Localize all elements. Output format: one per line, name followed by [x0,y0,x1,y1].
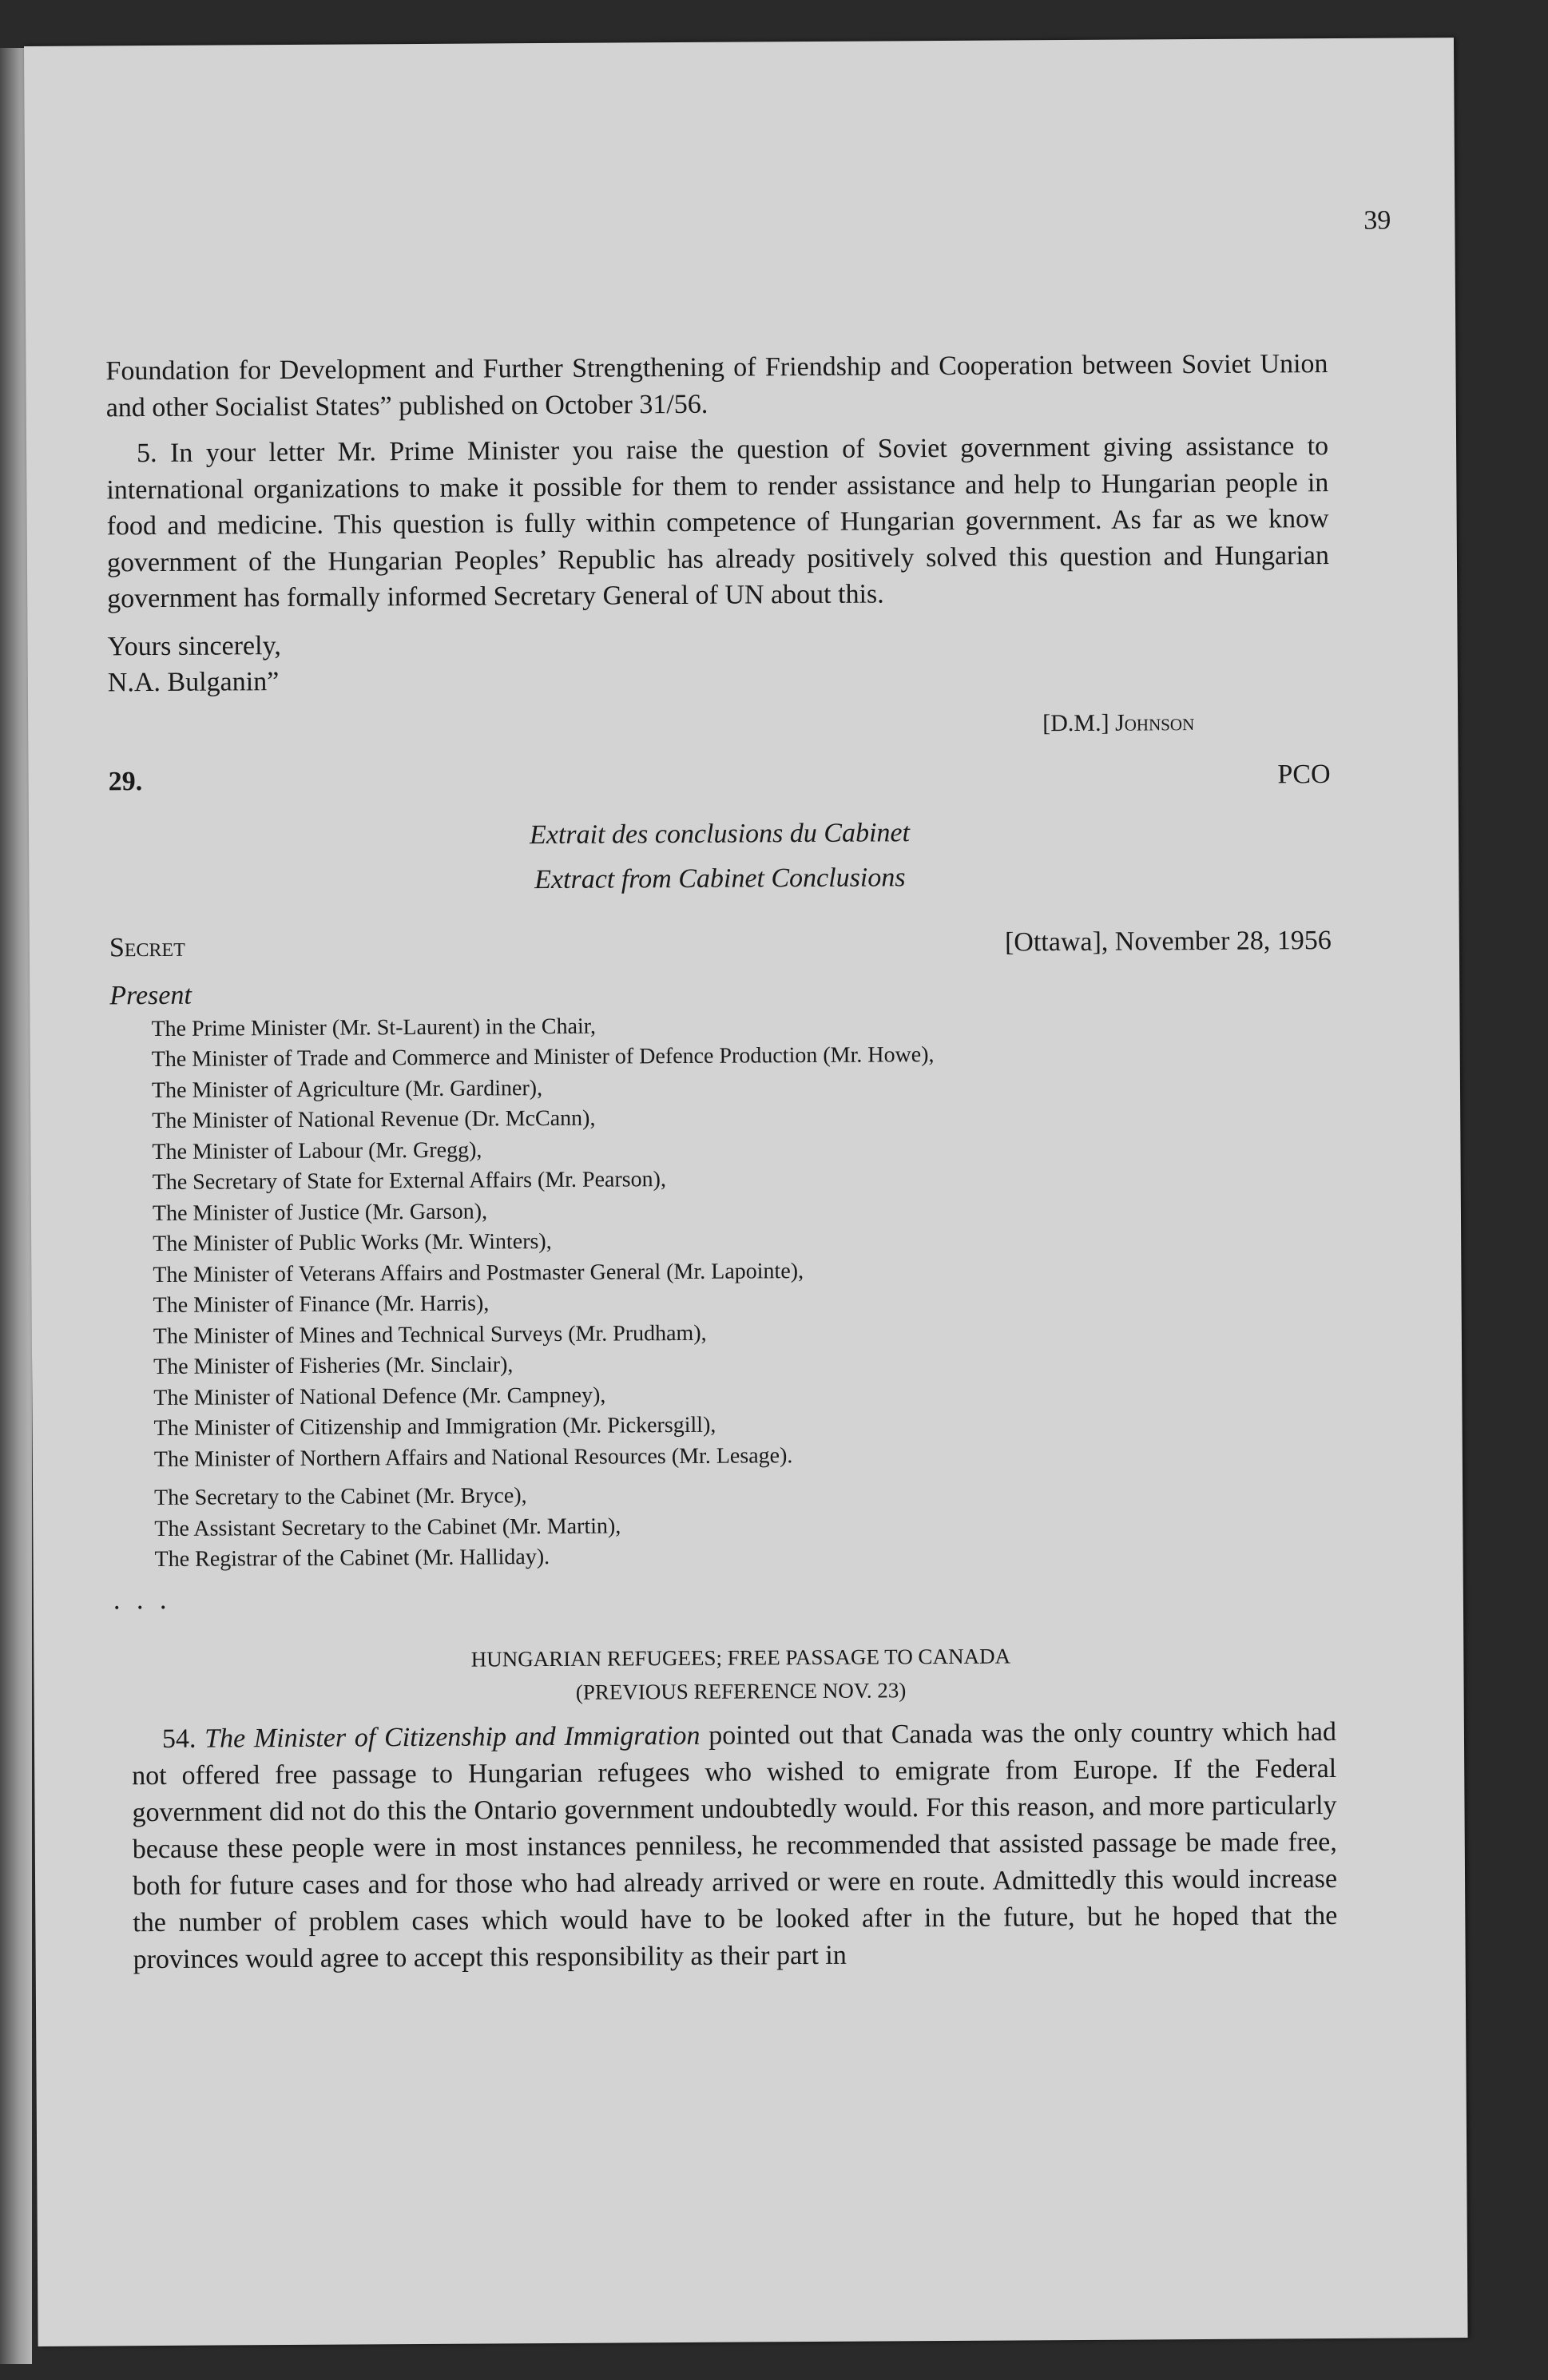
paragraph-number: 54. [161,1724,205,1754]
letter-paragraph-5: 5. In your letter Mr. Prime Minister you raise the question of Soviet government giving assistance to international organizations to make it possible for them to render assistance and help to Hungarian people in food and medicine. This question is fully within competence of Hungarian government. As far as we know government of the Hungarian Peoples’ Republic has already positively solved this question and Hungarian government has formally informed Secretary General of UN about this. [106,431,1330,614]
minute-54 [132,1714,1338,1978]
attendee: The Minister of Northern Affairs and National Resources (Mr. Lesage). [153,1442,793,1472]
attendee: The Minister of Agriculture (Mr. Gardiner), [151,1075,543,1103]
omission-ellipsis: . . . [113,1585,172,1615]
minute-54-paragraph [132,1714,1338,1978]
section-heading-reference: (PREVIOUS REFERENCE NOV. 23) [575,1677,907,1704]
paragraph-text: pointed out that Canada was the only country which had not offered free passage to Hungarian refugees who wished to emigrate from Europe. If the Federal government did not do this the Ontario government undoubtedly would. For this reason, and more particularly because these people were in most instances penniless, he recommended that assisted passage be made free, both for future cases and for those who had already arrived or were en route. Admittedly this would increase the number of problem cases which would have to be looked after in the future, but he hoped that the provinces would agree to accept this responsibility as their part in [132,1716,1338,1974]
attendee: The Minister of Justice (Mr. Garson), [152,1198,488,1226]
attendee: The Secretary of State for External Affairs (Mr. Pearson), [152,1167,667,1196]
classification-label: Secret [109,932,185,962]
signature-name: Johnson [1114,708,1195,736]
attendee: The Minister of Veterans Affairs and Postmaster General (Mr. Lapointe), [153,1258,804,1287]
attendee: The Minister of Trade and Commerce and Minister of Defence Production (Mr. Howe), [151,1042,935,1073]
attendee-list [151,1007,1335,1576]
official: The Registrar of the Cabinet (Mr. Halliday). [154,1545,550,1573]
letter-closing: Yours sincerely, [107,630,281,661]
document-meta [109,926,1332,963]
document-title-french: Extrait des conclusions du Cabinet [529,817,911,850]
document-source: PCO [1277,759,1331,789]
attendee: The Minister of Labour (Mr. Gregg), [152,1137,482,1164]
attendee: The Minister of Citizenship and Immigration (Mr. Pickersgill), [153,1412,716,1442]
editor-signature [108,708,1330,743]
official: The Secretary to the Cabinet (Mr. Bryce), [154,1483,527,1511]
attendee: The Prime Minister (Mr. St-Laurent) in the Chair, [151,1013,597,1041]
document-header [109,760,1331,797]
signature-initials: [D.M.] [1042,709,1116,736]
section-heading-title: HUNGARIAN REFUGEES; FREE PASSAGE TO CANADA [470,1643,1011,1672]
speaker: The Minister of Citizenship and Immigration [204,1720,701,1754]
attendee: The Minister of Public Works (Mr. Winters), [153,1228,552,1257]
attendee: The Minister of Mines and Technical Surveys (Mr. Prudham), [153,1320,707,1349]
letter-signer: N.A. Bulganin” [107,667,280,698]
document-page [24,38,1468,2346]
official: The Assistant Secretary to the Cabinet (Mr. Martin), [154,1513,621,1541]
attendee: The Minister of National Revenue (Dr. McCann), [152,1105,596,1134]
document-title-english: Extract from Cabinet Conclusions [534,862,906,894]
attendee: The Minister of National Defence (Mr. Campney), [153,1382,606,1410]
page-content [105,346,1337,1978]
attendee: The Minister of Finance (Mr. Harris), [153,1291,490,1319]
document-number: 29. [108,766,143,796]
letter-paragraph-continued: Foundation for Development and Further Strengthening of Friendship and Cooperation between Soviet Union and other Socialist States” published on October 31/56. [105,349,1328,422]
present-label: Present [109,980,192,1010]
attendee: The Minister of Fisheries (Mr. Sinclair), [153,1352,514,1380]
place-date: [Ottawa], November 28, 1956 [1004,925,1332,958]
page-number: 39 [1363,205,1391,236]
section-heading [113,1637,1336,1712]
